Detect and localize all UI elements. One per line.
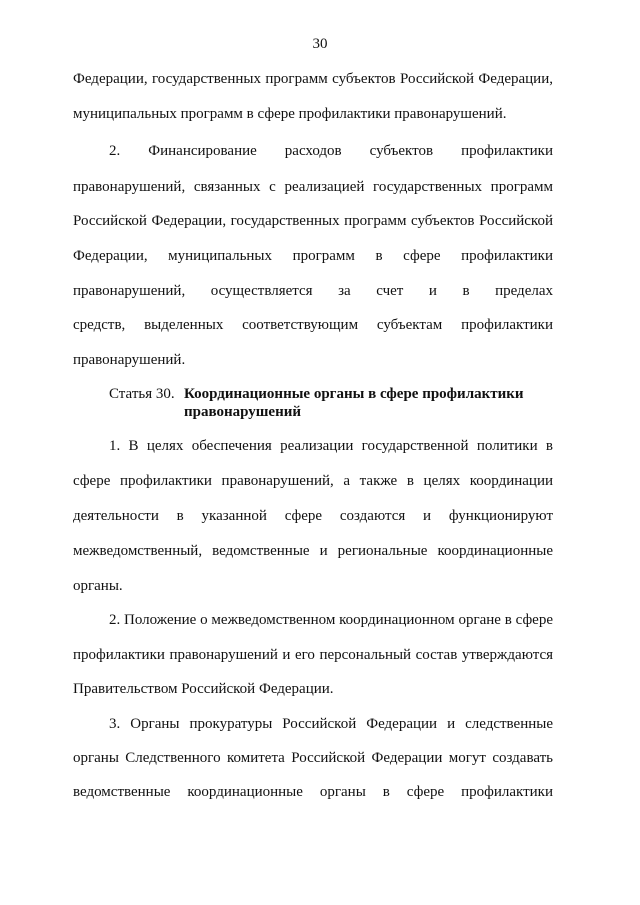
text-line: 2. Финансирование расходов субъектов профилактики: [109, 143, 553, 159]
text-line: правонарушений, осуществляется за счет и в пределах: [73, 283, 553, 299]
text-line: Правительством Российской Федерации.: [73, 681, 334, 697]
text-line: межведомственный, ведомственные и региональные координационные: [73, 543, 553, 559]
page-number: 30: [312, 36, 328, 52]
text-line: средств, выделенных соответствующим субъектам профилактики: [73, 317, 553, 333]
text-line: Федерации, муниципальных программ в сфере профилактики: [73, 248, 553, 264]
text-line: муниципальных программ в сфере профилактики правонарушений.: [73, 106, 507, 122]
text-line: органы.: [73, 578, 123, 594]
text-line: 2. Положение о межведомственном координационном органе в сфере: [109, 612, 553, 628]
text-line: 3. Органы прокуратуры Российской Федерации и следственные: [109, 716, 553, 732]
text-line: сфере профилактики правонарушений, а также в целях координации: [73, 473, 553, 489]
text-line: Российской Федерации, государственных программ субъектов Российской: [73, 213, 553, 229]
text-line: Федерации, государственных программ субъектов Российской Федерации,: [73, 71, 553, 87]
text-line: профилактики правонарушений и его персональный состав утверждаются: [73, 647, 553, 663]
text-line: 1. В целях обеспечения реализации государственной политики в: [109, 438, 553, 454]
article-title-continued: правонарушений: [184, 404, 302, 420]
text-line: органы Следственного комитета Российской Федерации могут создавать: [73, 750, 553, 766]
article-title: Координационные органы в сфере профилактики: [184, 386, 524, 402]
text-line: правонарушений, связанных с реализацией государственных программ: [73, 179, 553, 195]
text-line: деятельности в указанной сфере создаются и функционируют: [73, 508, 553, 524]
article-label: Статья 30.: [109, 386, 175, 402]
text-line: ведомственные координационные органы в сфере профилактики: [73, 784, 553, 800]
text-line: правонарушений.: [73, 352, 186, 368]
